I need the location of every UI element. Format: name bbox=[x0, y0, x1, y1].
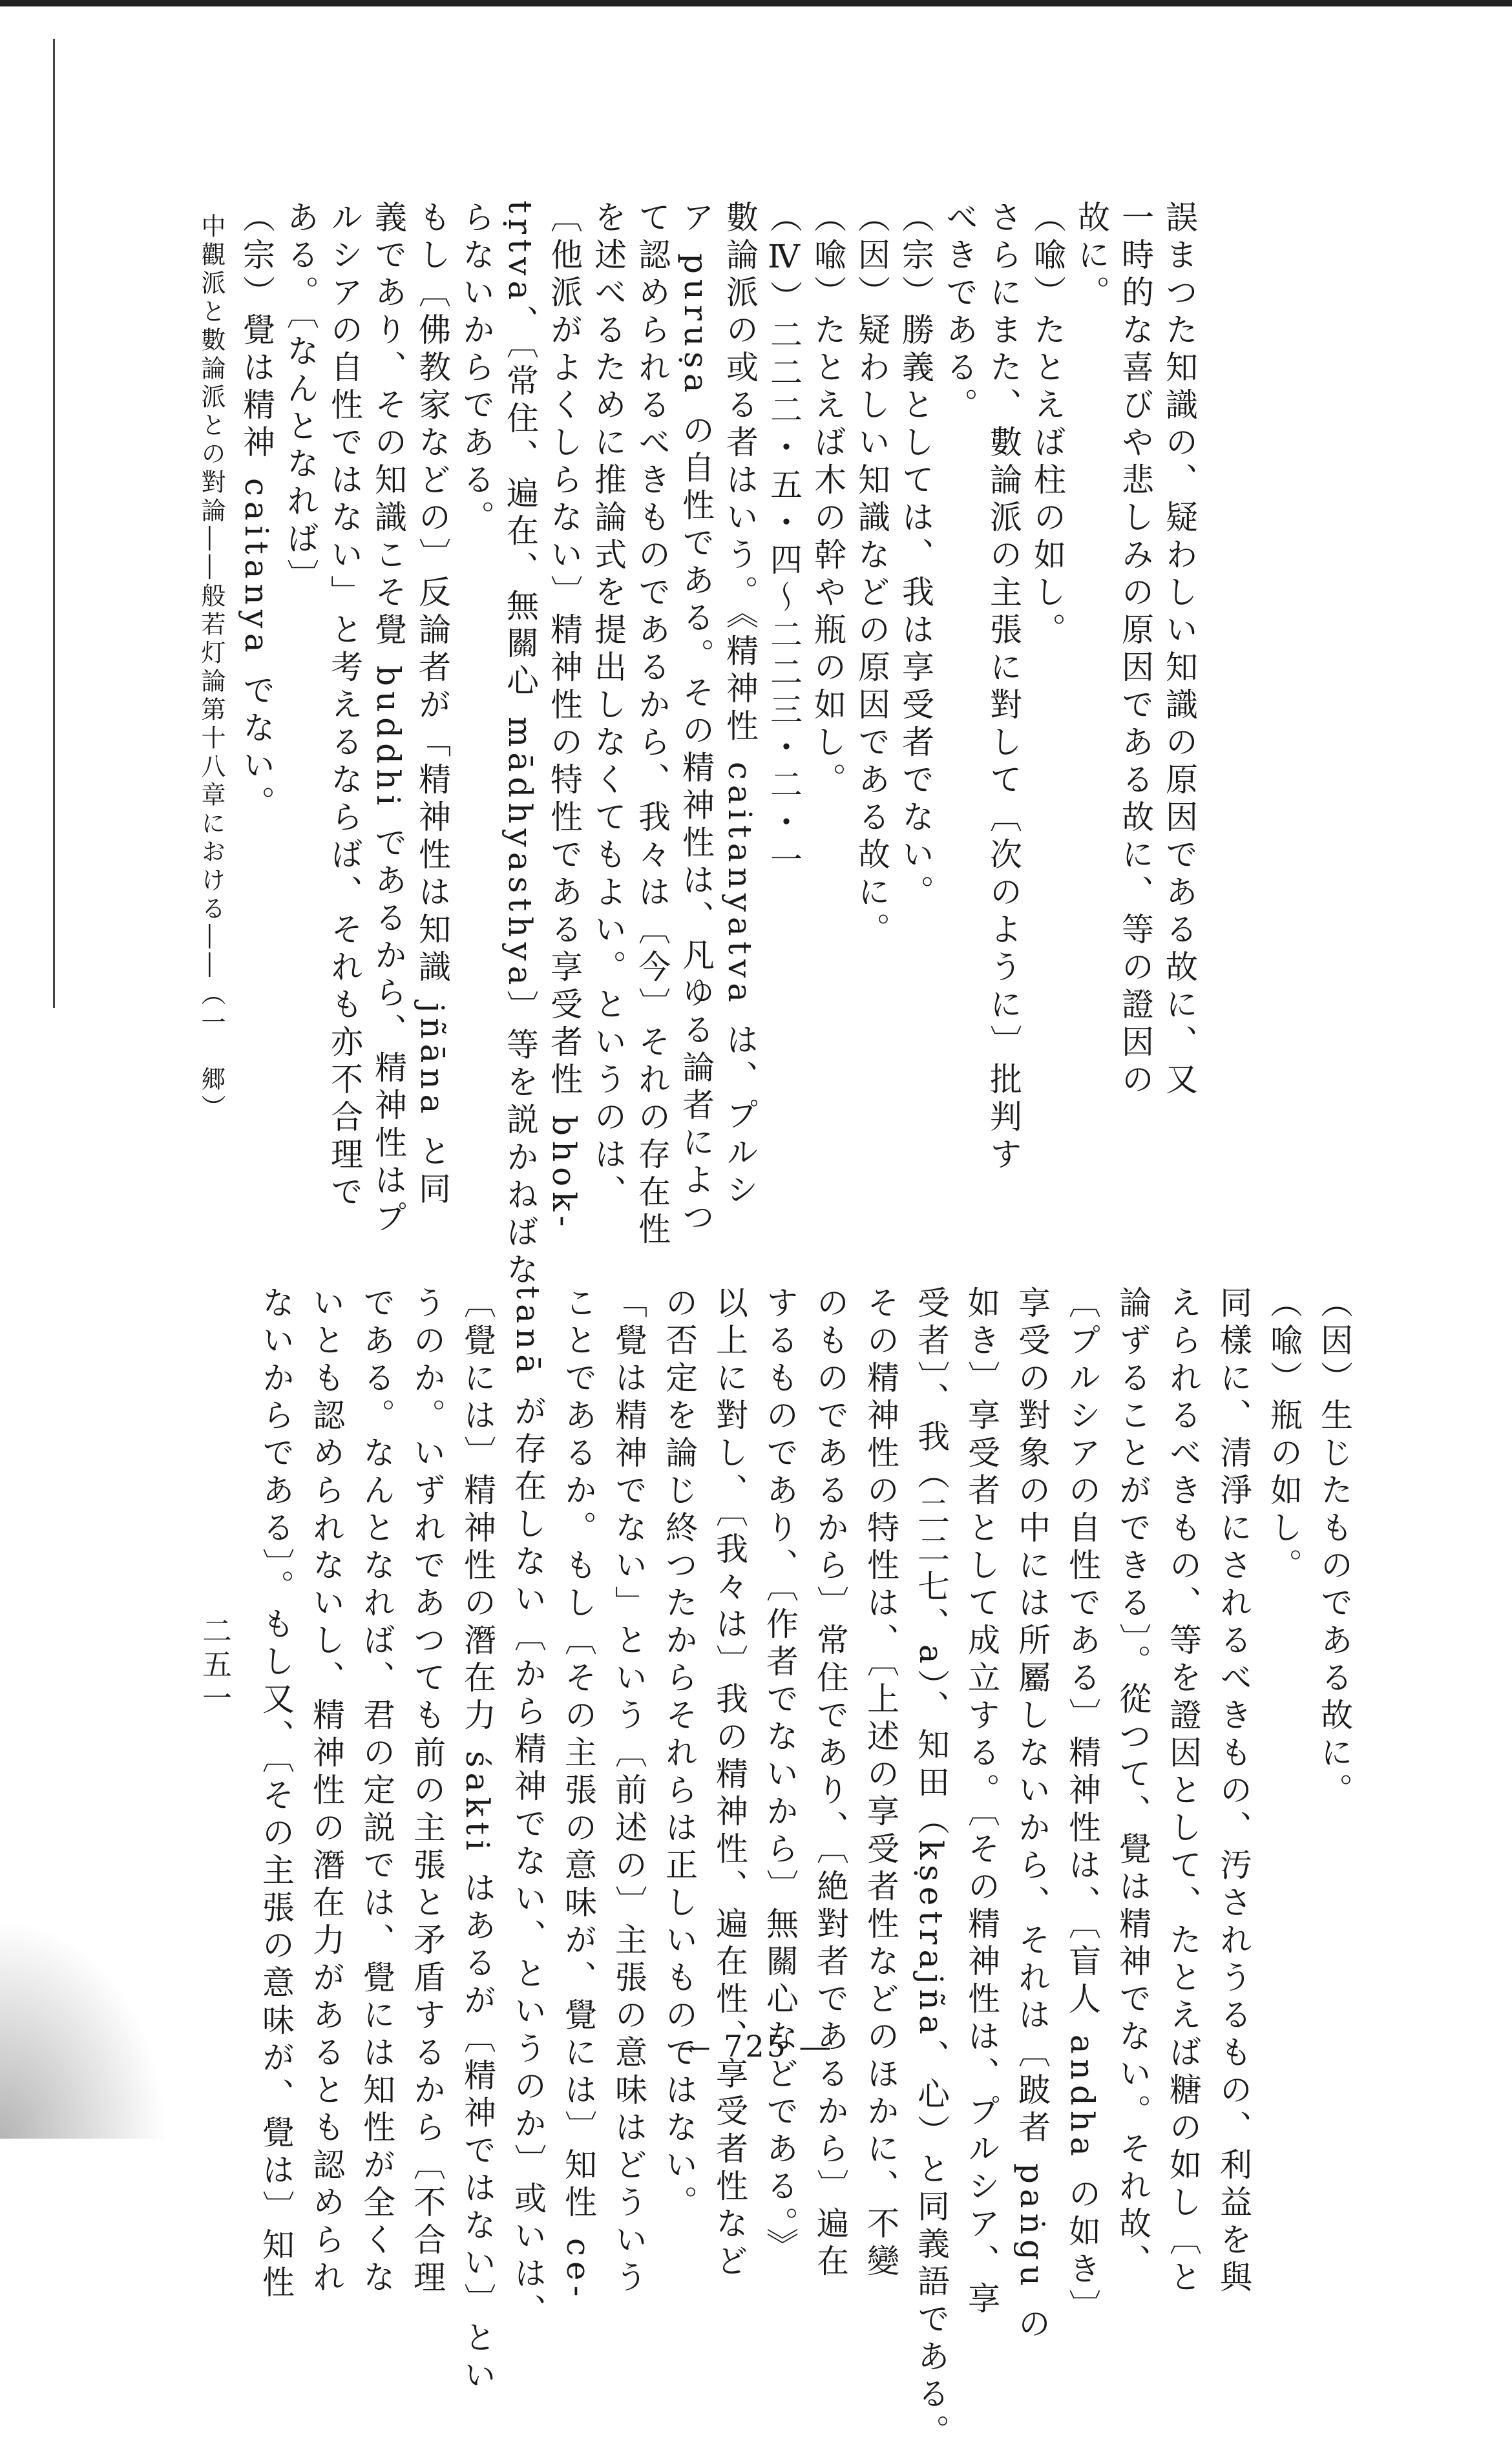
text-line: 〔プルシアの自性である〕精神性は、〔盲人 andha の如き〕 bbox=[1064, 1286, 1101, 2327]
text-line: 論ずることができる〕。從つて、覺は精神でない。それ故、 bbox=[1114, 1286, 1151, 2281]
text-line: （宗）勝義としては、我は享受者でない。 bbox=[897, 200, 934, 912]
top-border-rule bbox=[0, 0, 1512, 6]
text-line: 如き〕享受者として成立する。〔その精神性は、プルシア、享 bbox=[963, 1286, 1000, 2319]
text-line: の否定を論じ終つたからそれらは正しいものではない。 bbox=[660, 1286, 698, 2223]
text-line: 享受の對象の中には所屬しないから、それは〔跛者 paṅgu の bbox=[1013, 1286, 1051, 2345]
text-line: 以上に對し、〔我々は〕我の精神性、遍在性、享受者性など bbox=[711, 1286, 748, 2281]
text-line: （喩）たとえば柱の如し。 bbox=[1029, 200, 1066, 650]
text-line: うのか。いずれであつても前の主張と矛盾するから〔不合理 bbox=[408, 1286, 446, 2298]
page-number-footer: ― 725 ― bbox=[679, 2029, 833, 2064]
text-line: （因）疑わしい知識などの原因である故に。 bbox=[853, 200, 890, 950]
text-line: べきである。 bbox=[941, 200, 978, 425]
text-line: するものであり、〔作者でないから〕無關心などである。》 bbox=[761, 1286, 799, 2265]
text-line: 同樣に、清淨にされるべきもの、汚されうるもの、利益を與 bbox=[1215, 1286, 1252, 2298]
text-line: て認められるべきものであるから、我々は〔今〕それの存在性 bbox=[633, 200, 671, 1250]
text-line: さらにまた、數論派の主張に對して〔次のように〕批判す bbox=[985, 200, 1022, 1175]
text-line: ある。〔なんとなれば〕 bbox=[282, 200, 319, 596]
text-line: である。なんとなれば、君の定説では、覺には知性が全くな bbox=[358, 1286, 395, 2298]
text-line: いとも認められないし、精神性の潛在力があるとも認められ bbox=[308, 1286, 345, 2298]
text-line: らないからである。 bbox=[457, 200, 495, 538]
text-line: 「覺は精神でない」という〔前述の〕主張の意味はどういう bbox=[610, 1286, 647, 2298]
text-line: （喩）たとえば木の幹や瓶の如し。 bbox=[809, 200, 846, 800]
page-number-kanji: 二五一 bbox=[198, 1615, 233, 1716]
text-line: ことであるか。もし〔その主張の意味が、覺には〕知性 ce- bbox=[560, 1286, 597, 2302]
text-line: tanā が存在しない〔から精神でない、というのか〕或いは、 bbox=[509, 1286, 547, 2331]
text-line: tṛtva、〔常住、遍在、無關心 mādhyasthya〕等を説かねばな bbox=[501, 200, 539, 1290]
text-line: 〔覺には〕精神性の潛在力 śakti はあるが〔精神ではない〕とい bbox=[459, 1286, 496, 2396]
scan-shadow bbox=[0, 1919, 168, 2139]
text-line: 一時的な喜びや悲しみの原因である故に、等の證因の bbox=[1117, 200, 1154, 1100]
text-line: 誤まつた知識の、疑わしい知識の原因である故に、又 bbox=[1160, 200, 1198, 1100]
text-line: ルシアの自性ではない」と考えるならば、それも亦不合理で bbox=[326, 200, 363, 1212]
text-line: を述べるために推論式を提出しなくてもよい。というのは、 bbox=[589, 200, 627, 1212]
text-line: のものであるから〕常住であり、〔絶對者であるから〕遍在 bbox=[812, 1286, 849, 2281]
text-line: えられるべきもの、等を證因として、たとえば糖の如し〔と bbox=[1164, 1286, 1202, 2298]
text-line: （Ⅳ）二二二・五・四～二二三・二・一 bbox=[765, 200, 803, 880]
text-line: ア puruṣa の自性である。その精神性は、凡ゆる論者によつ bbox=[677, 200, 715, 1238]
text-line: （宗）覺は精神 caitanya でない。 bbox=[238, 200, 275, 823]
text-line: 故に。 bbox=[1073, 200, 1110, 313]
text-line: もし〔佛教家などの〕反論者が「精神性は知識 jñāna と同 bbox=[414, 200, 451, 1210]
text-line: 數論派の或る者はいう。《精神性 caitanyatva は、プルシ bbox=[721, 200, 759, 1210]
text-line: その精神性の特性は、〔上述の享受者性などのほかに、不變 bbox=[862, 1286, 899, 2281]
left-margin-rule bbox=[53, 39, 55, 1008]
text-line: 〔他派がよくしらない〕精神性の特性である享受者性 bhok- bbox=[545, 200, 583, 1232]
text-line: （喩）瓶の如し。 bbox=[1265, 1286, 1303, 1586]
text-line: （因）生じたものである故に。 bbox=[1316, 1286, 1353, 1810]
running-title: 中觀派と數論派との對論――般若灯論第十八章における――（一 郷） bbox=[197, 213, 226, 1123]
text-line: 受者〕、我（二二七、a）、知田（kṣetrajña、心）と同義語である。 bbox=[912, 1286, 950, 2452]
text-line: ないからである〕。もし又、〔その主張の意味が、覺は〕知性 bbox=[257, 1286, 295, 2303]
text-line: 義であり、その知識こそ覺 buddhi であるから、精神性はプ bbox=[370, 200, 407, 1239]
